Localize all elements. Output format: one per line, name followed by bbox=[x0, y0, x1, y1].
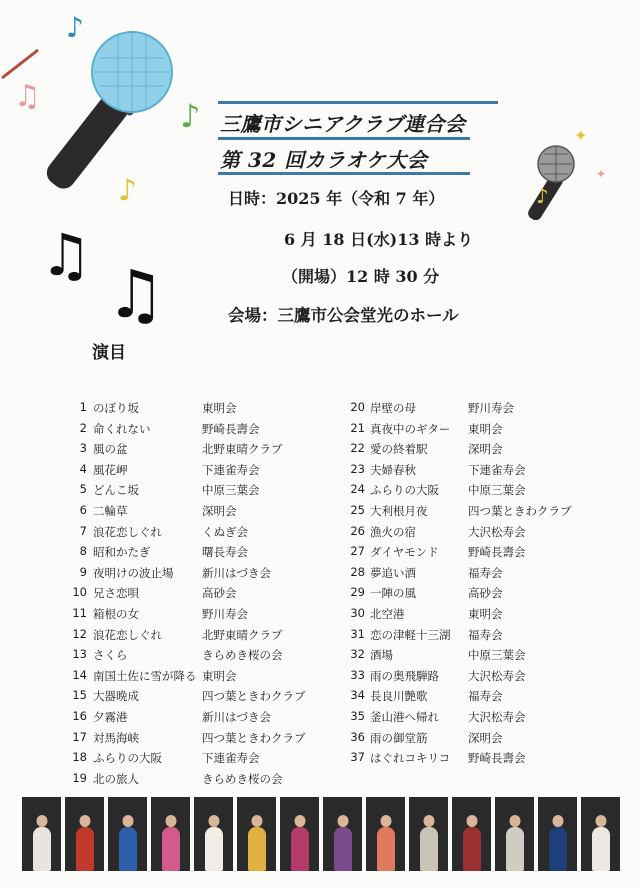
program-row bbox=[72, 730, 332, 751]
program-row bbox=[350, 482, 610, 503]
performer-photo bbox=[495, 797, 534, 871]
performer-photo bbox=[409, 797, 448, 871]
program-row bbox=[72, 627, 332, 648]
song-title: 浪花恋しぐれ bbox=[93, 627, 162, 642]
program-row bbox=[350, 627, 610, 648]
program-number: 36 bbox=[350, 729, 365, 744]
club-name: 下連雀寿会 bbox=[202, 462, 260, 477]
club-name: くぬぎ会 bbox=[202, 524, 248, 539]
song-title: 漁火の宿 bbox=[370, 524, 416, 539]
club-name: 東明会 bbox=[202, 401, 237, 415]
program-number: 21 bbox=[350, 420, 365, 435]
doors-open-time: （開場）12 時 30 分 bbox=[282, 267, 440, 286]
program-row bbox=[72, 400, 332, 421]
program-number: 5 bbox=[79, 482, 87, 497]
program-number: 34 bbox=[350, 688, 365, 703]
club-name: 福寿会 bbox=[468, 689, 503, 704]
song-title: 北空港 bbox=[370, 606, 405, 621]
performer-photo bbox=[366, 797, 405, 871]
program-row bbox=[72, 482, 332, 503]
club-name: 下連雀寿会 bbox=[202, 751, 260, 766]
club-name: 下連雀寿会 bbox=[468, 462, 526, 477]
music-note-icon: ✦ bbox=[596, 167, 607, 181]
song-title: 岸壁の母 bbox=[370, 401, 416, 415]
program-row bbox=[350, 565, 610, 586]
song-title: 北の旅人 bbox=[93, 771, 139, 786]
song-title: 長良川艶歌 bbox=[370, 689, 428, 704]
song-title: 風花岬 bbox=[93, 462, 128, 477]
program-row bbox=[72, 668, 332, 689]
program-number: 33 bbox=[350, 667, 365, 682]
program-heading: 演目 bbox=[92, 343, 126, 363]
program-list-right bbox=[350, 400, 610, 771]
club-name: 四つ葉ときわクラブ bbox=[468, 503, 572, 518]
program-row bbox=[72, 441, 332, 462]
music-note-icon: ♫ bbox=[14, 79, 41, 114]
song-title: 命くれない bbox=[93, 421, 151, 436]
club-name: 大沢松寿会 bbox=[468, 709, 526, 724]
performer-photo bbox=[151, 797, 190, 871]
performer-photo bbox=[194, 797, 233, 871]
program-number: 32 bbox=[350, 647, 365, 662]
music-note-icon: ♪ bbox=[66, 11, 84, 44]
program-number: 1 bbox=[79, 400, 87, 414]
club-name: 北野東晴クラブ bbox=[202, 627, 283, 642]
title-top-rule bbox=[218, 101, 498, 104]
music-note-icon: ♪ bbox=[180, 97, 201, 135]
program-row bbox=[72, 544, 332, 565]
program-row bbox=[350, 503, 610, 524]
title-middle-rule bbox=[218, 137, 470, 140]
performer-photo bbox=[65, 797, 104, 871]
song-title: 雨の奥飛騨路 bbox=[370, 668, 439, 683]
program-number: 31 bbox=[350, 626, 365, 641]
song-title: 夫婦春秋 bbox=[370, 462, 416, 477]
program-number: 19 bbox=[72, 770, 87, 785]
club-name: 大沢松寿会 bbox=[468, 668, 526, 683]
program-row bbox=[350, 400, 610, 421]
song-title: 昭和かたぎ bbox=[93, 545, 151, 560]
program-row bbox=[350, 750, 610, 771]
event-date: 日時：2025 年（令和 7 年） bbox=[228, 189, 445, 208]
music-note-icon: ♫ bbox=[40, 221, 92, 289]
program-number: 16 bbox=[72, 708, 87, 723]
performer-photo bbox=[280, 797, 319, 871]
song-title: 夜明けの波止場 bbox=[93, 565, 174, 580]
music-note-icon: ♫ bbox=[106, 256, 166, 333]
program-row bbox=[72, 462, 332, 483]
club-name: 深明会 bbox=[202, 503, 237, 518]
program-row bbox=[72, 565, 332, 586]
program-number: 4 bbox=[79, 461, 87, 476]
song-title: 恋の津軽十三湖 bbox=[370, 627, 451, 642]
club-name: きらめき桜の会 bbox=[202, 771, 283, 786]
song-title: 箱根の女 bbox=[93, 606, 139, 621]
club-name: 高砂会 bbox=[468, 586, 503, 601]
program-row bbox=[350, 709, 610, 730]
song-title: ふらりの大阪 bbox=[93, 751, 162, 766]
program-row bbox=[72, 771, 332, 792]
program-row bbox=[350, 421, 610, 442]
song-title: ダイヤモンド bbox=[370, 545, 439, 560]
program-number: 20 bbox=[350, 400, 365, 414]
program-number: 7 bbox=[79, 523, 87, 538]
event-venue: 会場：三鷹市公会堂光のホール bbox=[228, 306, 459, 325]
club-name: 北野東晴クラブ bbox=[202, 442, 283, 457]
program-number: 11 bbox=[72, 605, 87, 620]
song-title: 南国土佐に雪が降る bbox=[93, 668, 197, 683]
program-row bbox=[350, 585, 610, 606]
program-row bbox=[350, 544, 610, 565]
song-title: さくら bbox=[93, 648, 128, 663]
program-number: 26 bbox=[350, 523, 365, 538]
program-number: 2 bbox=[79, 420, 87, 435]
club-name: 新川はづき会 bbox=[202, 709, 271, 724]
program-row bbox=[72, 688, 332, 709]
program-number: 25 bbox=[350, 502, 365, 517]
club-name: 野崎長壽会 bbox=[468, 545, 526, 560]
program-row bbox=[72, 750, 332, 771]
program-list-left bbox=[72, 400, 332, 791]
program-row bbox=[72, 585, 332, 606]
program-number: 18 bbox=[72, 750, 87, 765]
program-number: 29 bbox=[350, 585, 365, 600]
program-number: 28 bbox=[350, 564, 365, 579]
song-title: のぼり坂 bbox=[93, 401, 139, 415]
title-bottom-rule bbox=[218, 172, 470, 175]
program-row bbox=[72, 709, 332, 730]
club-name: 高砂会 bbox=[202, 586, 237, 601]
program-number: 14 bbox=[72, 667, 87, 682]
club-name: 四つ葉ときわクラブ bbox=[202, 689, 306, 704]
program-number: 35 bbox=[350, 708, 365, 723]
performer-photo bbox=[452, 797, 491, 871]
program-row bbox=[350, 647, 610, 668]
organization-title: 三鷹市シニアクラブ連合会 bbox=[220, 112, 466, 136]
club-name: きらめき桜の会 bbox=[202, 648, 283, 663]
song-title: どんこ坂 bbox=[93, 483, 139, 498]
music-note-icon: ♪ bbox=[118, 173, 138, 208]
song-title: 愛の終着駅 bbox=[370, 442, 428, 457]
program-number: 10 bbox=[72, 585, 87, 600]
song-title: 兄さ恋唄 bbox=[93, 586, 139, 601]
program-row bbox=[350, 730, 610, 751]
club-name: 大沢松寿会 bbox=[468, 524, 526, 539]
program-number: 8 bbox=[79, 544, 87, 559]
performer-photo bbox=[538, 797, 577, 871]
program-row bbox=[350, 441, 610, 462]
program-row bbox=[350, 688, 610, 709]
club-name: 新川はづき会 bbox=[202, 565, 271, 580]
club-name: 東明会 bbox=[202, 668, 237, 683]
program-row bbox=[350, 462, 610, 483]
club-name: 野崎長壽会 bbox=[468, 751, 526, 766]
song-title: 夢追い酒 bbox=[370, 565, 416, 580]
program-row bbox=[350, 606, 610, 627]
program-row bbox=[72, 524, 332, 545]
performer-photo-strip bbox=[22, 797, 620, 871]
program-number: 9 bbox=[79, 564, 87, 579]
song-title: 釜山港へ帰れ bbox=[370, 709, 439, 724]
performer-photo bbox=[323, 797, 362, 871]
program-row bbox=[350, 524, 610, 545]
program-number: 15 bbox=[72, 688, 87, 703]
song-title: 夕霧港 bbox=[93, 709, 128, 724]
program-number: 23 bbox=[350, 461, 365, 476]
club-name: 中原三葉会 bbox=[468, 483, 526, 498]
program-row bbox=[72, 503, 332, 524]
performer-photo bbox=[108, 797, 147, 871]
song-title: 浪花恋しぐれ bbox=[93, 524, 162, 539]
program-number: 30 bbox=[350, 605, 365, 620]
program-row bbox=[72, 606, 332, 627]
event-time: 6 月 18 日(水)13 時より bbox=[284, 230, 474, 249]
performer-photo bbox=[237, 797, 276, 871]
club-name: 野崎長壽会 bbox=[202, 421, 260, 436]
club-name: 福寿会 bbox=[468, 565, 503, 580]
club-name: 中原三葉会 bbox=[202, 483, 260, 498]
song-title: 風の盆 bbox=[93, 442, 128, 457]
club-name: 野川寿会 bbox=[468, 401, 514, 415]
club-name: 深明会 bbox=[468, 442, 503, 457]
song-title: 雨の御堂筋 bbox=[370, 730, 428, 745]
music-note-icon: ✦ bbox=[574, 126, 588, 145]
song-title: 二輪草 bbox=[93, 503, 128, 518]
program-number: 27 bbox=[350, 544, 365, 559]
song-title: 大器晩成 bbox=[93, 689, 139, 704]
program-number: 22 bbox=[350, 441, 365, 456]
club-name: 東明会 bbox=[468, 421, 503, 436]
song-title: 対馬海峡 bbox=[93, 730, 139, 745]
program-number: 37 bbox=[350, 750, 365, 765]
program-number: 3 bbox=[79, 441, 87, 456]
club-name: 中原三葉会 bbox=[468, 648, 526, 663]
program-number: 6 bbox=[79, 502, 87, 517]
music-note-icon: ♪ bbox=[536, 184, 549, 208]
program-row bbox=[350, 668, 610, 689]
program-number: 13 bbox=[72, 647, 87, 662]
song-title: 真夜中のギター bbox=[370, 421, 451, 436]
event-title: 第 32 回カラオケ大会 bbox=[220, 148, 428, 172]
program-number: 24 bbox=[350, 482, 365, 497]
song-title: 大利根月夜 bbox=[370, 503, 428, 518]
club-name: 曙長寿会 bbox=[202, 545, 248, 560]
program-number: 17 bbox=[72, 729, 87, 744]
song-title: 一陣の風 bbox=[370, 586, 416, 601]
club-name: 四つ葉ときわクラブ bbox=[202, 730, 306, 745]
performer-photo bbox=[581, 797, 620, 871]
club-name: 東明会 bbox=[468, 606, 503, 621]
song-title: ふらりの大阪 bbox=[370, 483, 439, 498]
program-row bbox=[72, 647, 332, 668]
club-name: 深明会 bbox=[468, 730, 503, 745]
club-name: 福寿会 bbox=[468, 627, 503, 642]
program-row bbox=[72, 421, 332, 442]
club-name: 野川寿会 bbox=[202, 606, 248, 621]
song-title: 酒場 bbox=[370, 648, 393, 663]
song-title: はぐれコキリコ bbox=[370, 751, 451, 766]
performer-photo bbox=[22, 797, 61, 871]
program-number: 12 bbox=[72, 626, 87, 641]
